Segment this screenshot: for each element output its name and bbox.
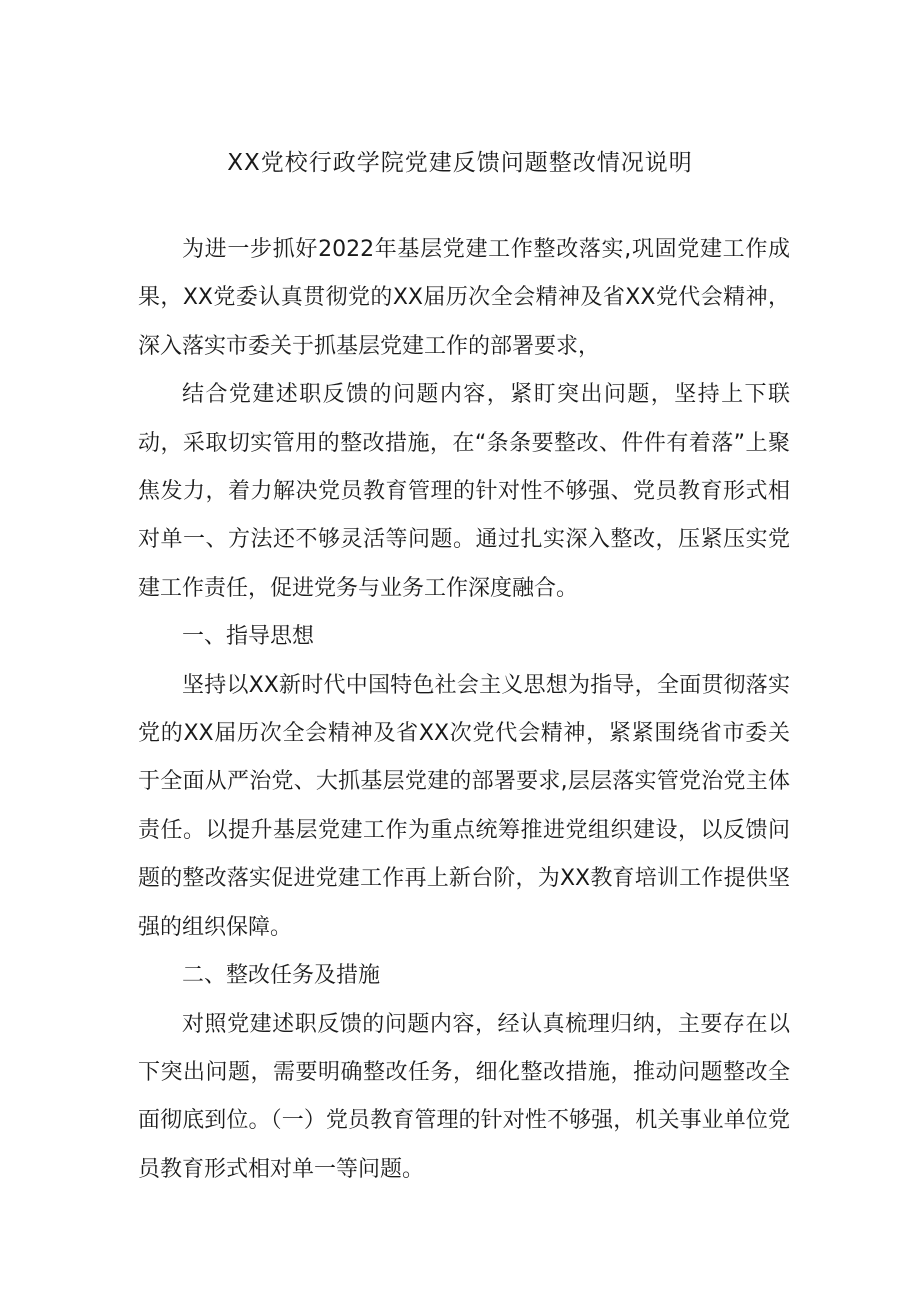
paragraph-intro: 为进一步抓好2022年基层党建工作整改落实,巩固党建工作成果，XX党委认真贯彻党的XX届历次全会精神及省XX党代会精神，深入落实市委关于抓基层党建工作的部署要求， [138, 237, 790, 359]
paragraph-guiding-ideology: 坚持以XX新时代中国特色社会主义思想为指导，全面贯彻落实党的XX届历次全会精神及省XX次党代会精神，紧紧围绕省市委关于全面从严治党、大抓基层党建的部署要求,层层落实管党治党主体责任。以提升基层党建工作为重点统筹推进党组织建设，以反馈问题的整改落实促进党建工作再上新台阶，为XX教育培训工作提供坚强的组织保障。 [138, 672, 790, 940]
document-body [138, 226, 790, 1194]
paragraph-tasks-measures: 对照党建述职反馈的问题内容，经认真梳理归纳，主要存在以下突出问题，需要明确整改任务，细化整改措施，推动问题整改全面彻底到位。（一）党员教育管理的针对性不够强，机关事业单位党员教育形式相对单一等问题。 [138, 1011, 790, 1182]
document-title: XX党校行政学院党建反馈问题整改情况说明 [227, 150, 693, 176]
paragraph-context: 结合党建述职反馈的问题内容，紧盯突出问题，坚持上下联动，采取切实管用的整改措施，在“条条要整改、件件有着落”上聚焦发力，着力解决党员教育管理的针对性不够强、党员教育形式相对单一、方法还不够灵活等问题。通过扎实深入整改，压紧压实党建工作责任，促进党务与业务工作深度融合。 [138, 382, 790, 601]
section-heading-tasks-measures: 二、整改任务及措施 [182, 963, 381, 989]
section-heading-guiding-ideology: 一、指导思想 [182, 624, 315, 650]
